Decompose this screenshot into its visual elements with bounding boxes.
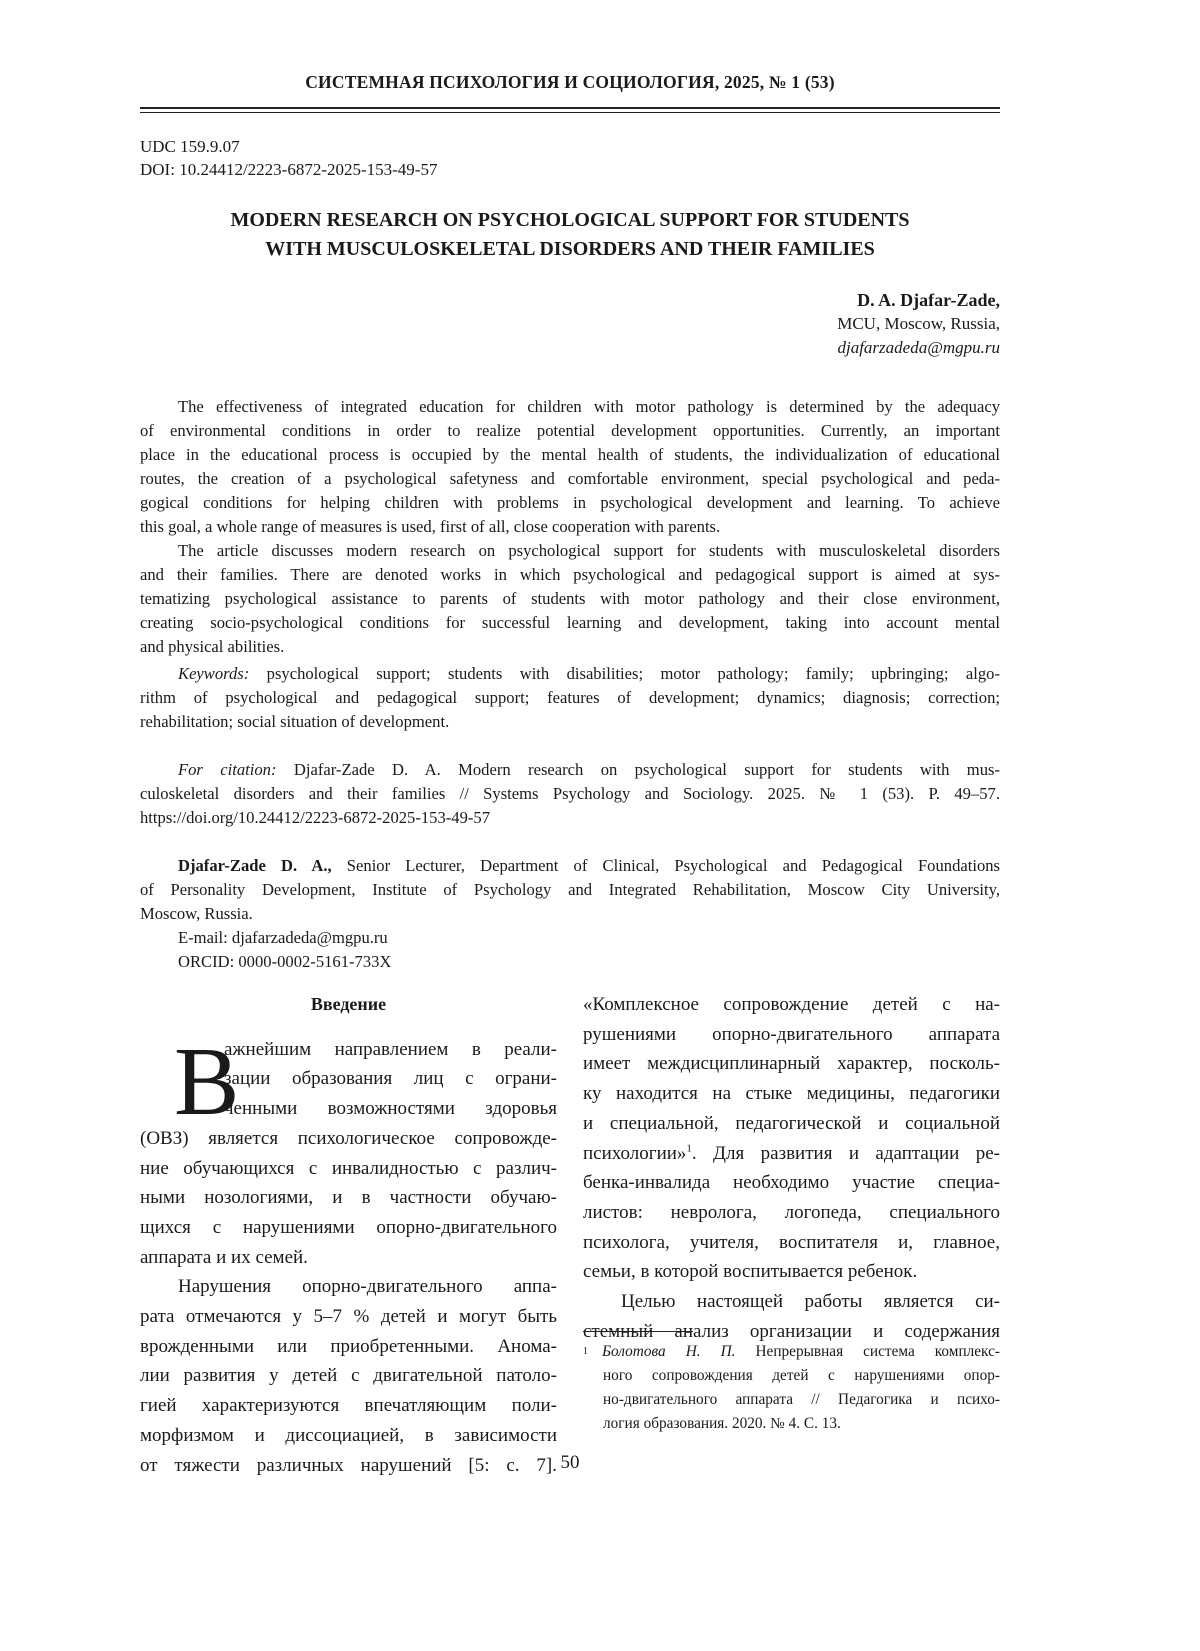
section-heading: Введение xyxy=(140,990,557,1020)
paragraph xyxy=(583,990,1000,1139)
author-affiliation: MCU, Moscow, Russia, xyxy=(837,312,1000,336)
author-info xyxy=(140,854,1000,974)
article-title xyxy=(140,206,1000,264)
paragraph-rest xyxy=(140,1124,557,1273)
footnote-line xyxy=(583,1340,1000,1364)
text-line: «Комплексное сопровождение детей с на- xyxy=(583,990,1000,1020)
footnote-ref-line xyxy=(583,1139,1000,1169)
keywords-rest xyxy=(140,686,1000,734)
citation-rest xyxy=(140,782,1000,830)
doi: DOI: 10.24412/2223-6872-2025-153-49-57 xyxy=(140,158,437,181)
text-line: rehabilitation; social situation of development. xyxy=(140,710,1000,734)
paragraph xyxy=(140,1272,557,1480)
footnote-rest xyxy=(583,1364,1000,1436)
author-email: djafarzadeda@mgpu.ru xyxy=(837,336,1000,360)
footnote-ref[interactable]: 1 xyxy=(686,1142,692,1154)
text-line: of environmental conditions in order to realize potential development opportunities. Currently, an important xyxy=(140,419,1000,443)
footnote-rule xyxy=(583,1331,693,1332)
text-line: Целью настоящей работы является си- xyxy=(583,1287,1000,1317)
keywords xyxy=(140,662,1000,734)
text-line: аппарата и их семей. xyxy=(140,1243,557,1273)
title-line: WITH MUSCULOSKELETAL DISORDERS AND THEIR FAMILIES xyxy=(140,235,1000,264)
author-info-name: Djafar-Zade D. A., xyxy=(178,856,332,875)
text-line: culoskeletal disorders and their families // Systems Psychology and Sociology. 2025. № 1 (53). P. 49–57. xyxy=(140,782,1000,806)
header-rule xyxy=(140,107,1000,113)
text-line: Нарушения опорно-двигательного аппа- xyxy=(140,1272,557,1302)
text-line: рушениями опорно-двигательного аппарата xyxy=(583,1020,1000,1050)
footnote xyxy=(583,1340,1000,1436)
text-line: зации образования лиц с ограни- xyxy=(140,1064,557,1094)
left-column xyxy=(140,990,557,1480)
text-line: рата отмечаются у 5–7 % детей и могут быть xyxy=(140,1302,557,1332)
running-head: СИСТЕМНАЯ ПСИХОЛОГИЯ И СОЦИОЛОГИЯ, 2025, № 1 (53) xyxy=(140,72,1000,93)
text: психологии» xyxy=(583,1143,686,1164)
right-column xyxy=(583,990,1000,1346)
title-line: MODERN RESEARCH ON PSYCHOLOGICAL SUPPORT FOR STUDENTS xyxy=(140,206,1000,235)
keywords-text: psychological support; students with disabilities; motor pathology; family; upbringing; algo- xyxy=(249,664,1000,683)
citation-line xyxy=(140,758,1000,782)
article-meta xyxy=(140,135,437,181)
text-line: Moscow, Russia. xyxy=(140,902,1000,926)
text-line: семьи, в которой воспитывается ребенок. xyxy=(583,1257,1000,1287)
text-line: ние обучающихся с инвалидностью с различ- xyxy=(140,1154,557,1184)
text-line: https://doi.org/10.24412/2223-6872-2025-153-49-57 xyxy=(140,806,1000,830)
text-line: and their families. There are denoted works in which psychological and pedagogical support is aimed at sys- xyxy=(140,563,1000,587)
text-line: and physical abilities. xyxy=(140,635,1000,659)
text-line: психолога, учителя, воспитателя и, главное, xyxy=(583,1228,1000,1258)
author-info-email: E-mail: djafarzadeda@mgpu.ru xyxy=(140,926,1000,950)
text-line: гией характеризуются впечатляющим поли- xyxy=(140,1391,557,1421)
author-info-text: Senior Lecturer, Department of Clinical, Psychological and Pedagogical Foundations xyxy=(332,856,1000,875)
text-line: щихся с нарушениями опорно-двигательного xyxy=(140,1213,557,1243)
text-line: ного сопровождения детей с нарушениями опор- xyxy=(583,1364,1000,1388)
author-info-orcid: ORCID: 0000-0002-5161-733X xyxy=(140,950,1000,974)
text-line: rithm of psychological and pedagogical support; features of development; dynamics; diagnosis; correction; xyxy=(140,686,1000,710)
text-line: of Personality Development, Institute of Psychology and Integrated Rehabilitation, Moscow City University, xyxy=(140,878,1000,902)
text: . Для развития и адаптации ре- xyxy=(692,1143,1000,1164)
text-line: бенка-инвалида необходимо участие специа- xyxy=(583,1168,1000,1198)
text-line: врожденными или приобретенными. Анома- xyxy=(140,1332,557,1362)
text-line: gogical conditions for helping children with problems in psychological development and learning. To achieve xyxy=(140,491,1000,515)
abstract-paragraph xyxy=(140,539,1000,659)
text-line: The article discusses modern research on psychological support for students with musculoskeletal disorders xyxy=(140,539,1000,563)
page-number: 50 xyxy=(0,1452,1140,1474)
footnote-author: Болотова Н. П. xyxy=(602,1343,735,1360)
footnote-text: Непрерывная система комплекс- xyxy=(735,1343,1000,1360)
text-line: ажнейшим направлением в реали- xyxy=(140,1035,557,1065)
keywords-line xyxy=(140,662,1000,686)
text-line: (ОВЗ) является психологическое сопровожде- xyxy=(140,1124,557,1154)
paragraph xyxy=(583,1287,1000,1346)
intro-paragraph xyxy=(140,1035,557,1273)
text-line: ку находится на стыке медицины, педагогики xyxy=(583,1079,1000,1109)
text-line: place in the educational process is occupied by the mental health of students, the individualization of educational xyxy=(140,443,1000,467)
text-line: логия образования. 2020. № 4. С. 13. xyxy=(583,1412,1000,1436)
text-line: routes, the creation of a psychological safetyness and comfortable environment, special psychological and peda- xyxy=(140,467,1000,491)
author-name: D. A. Djafar-Zade, xyxy=(837,288,1000,312)
text-line: лии развития у детей с двигательной патоло- xyxy=(140,1361,557,1391)
text-line: ными нозологиями, и в частности обучаю- xyxy=(140,1183,557,1213)
paragraph xyxy=(583,1168,1000,1287)
text-line: и специальной, педагогической и социальной xyxy=(583,1109,1000,1139)
citation-label: For citation: xyxy=(178,760,277,779)
text-line: но-двигательного аппарата // Педагогика и психо- xyxy=(583,1388,1000,1412)
udc: UDC 159.9.07 xyxy=(140,135,437,158)
footnote-number: 1 xyxy=(583,1346,588,1357)
text-line: creating socio-psychological conditions for successful learning and development, taking into account mental xyxy=(140,611,1000,635)
keywords-label: Keywords: xyxy=(178,664,249,683)
author-info-rest xyxy=(140,878,1000,926)
text-line: морфизмом и диссоциацией, в зависимости xyxy=(140,1421,557,1451)
citation-text: Djafar-Zade D. A. Modern research on psychological support for students with mus- xyxy=(277,760,1001,779)
text-line: от тяжести различных нарушений [5: с. 7]. xyxy=(140,1451,557,1481)
text-line: this goal, a whole range of measures is used, first of all, close cooperation with parents. xyxy=(140,515,1000,539)
abstract-paragraph xyxy=(140,395,1000,539)
text-line: листов: невролога, логопеда, специального xyxy=(583,1198,1000,1228)
text-line: The effectiveness of integrated education for children with motor pathology is determined by the adequacy xyxy=(140,395,1000,419)
text-line: ченными возможностями здоровья xyxy=(140,1094,557,1124)
text-line: имеет междисциплинарный характер, посколь- xyxy=(583,1049,1000,1079)
text-line: tematizing psychological assistance to parents of students with motor pathology and their close environment, xyxy=(140,587,1000,611)
text-line: стемный анализ организации и содержания xyxy=(583,1317,1000,1347)
citation xyxy=(140,758,1000,830)
author-info-line xyxy=(140,854,1000,878)
drop-cap: В xyxy=(174,1039,239,1125)
abstract xyxy=(140,395,1000,974)
author-block xyxy=(837,288,1000,360)
